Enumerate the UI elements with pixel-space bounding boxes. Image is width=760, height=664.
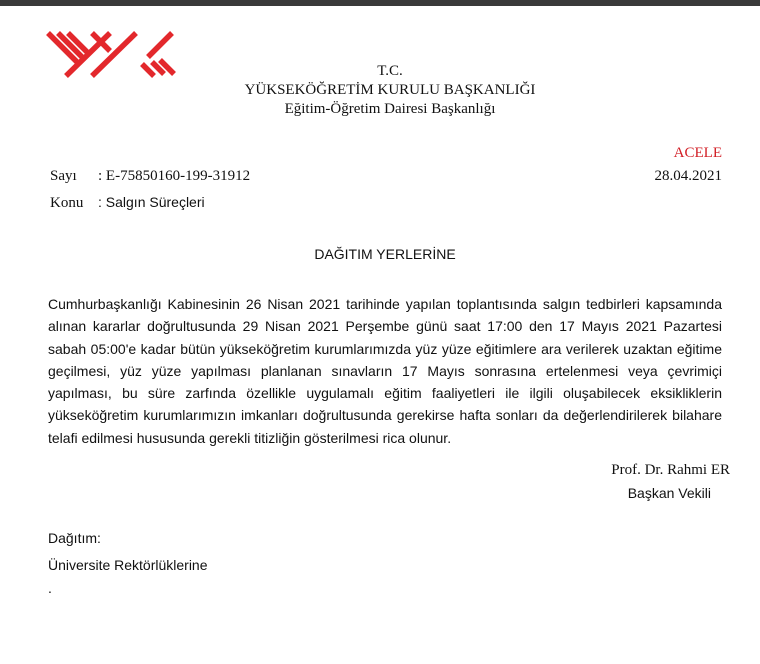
signer-name: Prof. Dr. Rahmi ER: [611, 462, 730, 478]
subject-value: : Salgın Süreçleri: [98, 194, 205, 210]
subject-row: [50, 194, 205, 212]
subject-label: Konu: [50, 195, 84, 211]
letterhead: [180, 62, 600, 119]
reference-value: : E-75850160-199-31912: [98, 168, 251, 184]
header-institution: YÜKSEKÖĞRETİM KURULU BAŞKANLIĞI: [244, 82, 536, 98]
distribution-label: Dağıtım:: [48, 530, 101, 546]
yok-logo-icon: [44, 30, 176, 78]
distribution-trailing: .: [48, 580, 52, 596]
letter-body: Cumhurbaşkanlığı Kabinesinin 26 Nisan 2021 tarihinde yapılan toplantısında salgın tedbirleri kapsamında alınan kararlar doğrultusunda 29 Nisan 2021 Perşembe günü saat 17:00 den 17 Mayıs 2021 Pazartesi sabah 05:00'e kadar bütün yükseköğretim kurumlarımızda yüz yüze eğitimlere ara verilerek uzaktan eğitime geçilmesi, yüz yüze yapılması planlanan sınavların 17 Mayıs sonrasına ertelenmesi veya çevrimiçi yapılması, bu süre zarfında özellikle uygulamalı eğitim faaliyetleri ile ilgili oluşabilecek eksikliklerin yükseköğretim kurumlarımızın imkanları doğrultusunda gerekirse hafta sonları da değerlendirilerek bilahare telafi edilmesi hususunda gerekli titizliğin gösterilmesi rica olunur.: [48, 296, 722, 446]
top-bar: [0, 0, 760, 6]
header-department: Eğitim-Öğretim Dairesi Başkanlığı: [284, 101, 496, 117]
reference-number-row: [50, 168, 250, 185]
recipients-heading: DAĞITIM YERLERİNE: [314, 246, 456, 262]
urgency-label: ACELE: [673, 145, 722, 161]
header-tc: T.C.: [377, 63, 403, 79]
reference-label: Sayı: [50, 168, 77, 184]
document-date: 28.04.2021: [654, 168, 722, 184]
signer-title: Başkan Vekili: [627, 485, 711, 501]
distribution-item: Üniversite Rektörlüklerine: [48, 557, 208, 573]
